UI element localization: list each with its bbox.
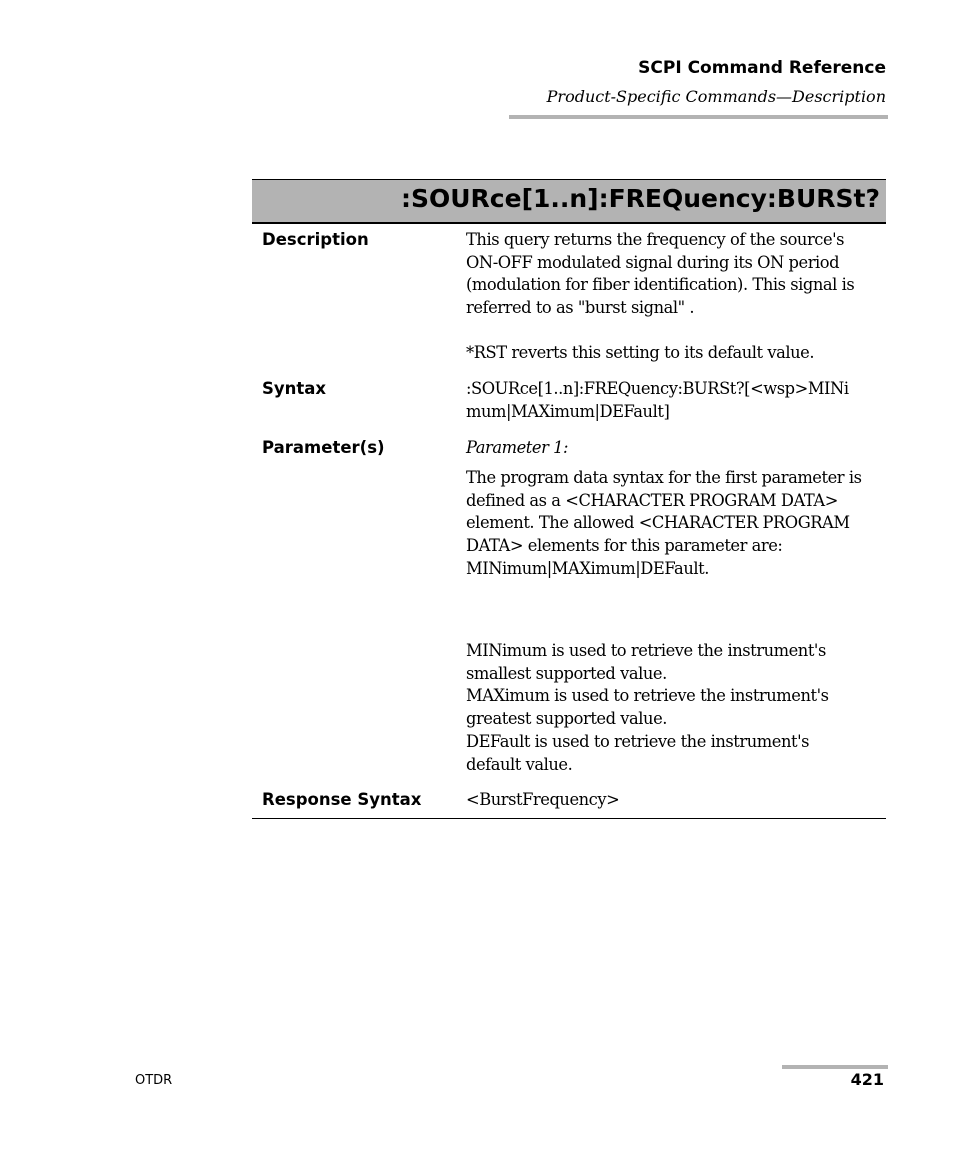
description-line: This query returns the frequency of the source's	[466, 230, 845, 249]
parameter-detail-line: default value.	[466, 754, 573, 774]
rst-note	[466, 342, 884, 365]
parameter-details	[466, 640, 884, 776]
parameter-detail-line: greatest supported value.	[466, 709, 668, 729]
description-line: referred to as "burst signal" .	[466, 298, 695, 318]
parameter-detail-line: smallest supported value.	[466, 663, 667, 683]
description-line: ON-OFF modulated signal during its ON period	[466, 252, 840, 272]
footer-product-name: OTDR	[135, 1073, 173, 1088]
syntax-text	[466, 378, 884, 423]
parameter-line: element. The allowed <CHARACTER PROGRAM	[466, 513, 850, 533]
parameter-detail-line: MAXimum is used to retrieve the instrument's	[466, 686, 829, 706]
parameters-label: Parameter(s)	[262, 438, 385, 457]
syntax-line: mum|MAXimum|DEFault]	[466, 401, 670, 421]
header-divider	[509, 115, 888, 119]
parameter-line: The program data syntax for the first parameter is	[466, 468, 862, 487]
description-text	[466, 229, 884, 320]
response-syntax-text	[466, 789, 884, 812]
footer-divider	[782, 1065, 888, 1069]
parameter-line: defined as a <CHARACTER PROGRAM DATA>	[466, 490, 838, 510]
rst-note-line: *RST reverts this setting to its default value.	[466, 343, 815, 362]
command-name: :SOURce[1..n]:FREQuency:BURSt?	[400, 184, 880, 213]
running-header-title: SCPI Command Reference	[638, 58, 886, 78]
syntax-label: Syntax	[262, 379, 327, 398]
parameter-line: DATA> elements for this parameter are:	[466, 536, 783, 556]
description-line: (modulation for fiber identification). This signal is	[466, 275, 855, 295]
command-title-bar	[252, 179, 886, 224]
syntax-line: :SOURce[1..n]:FREQuency:BURSt?[<wsp>MINi	[466, 379, 849, 398]
response-syntax-line: <BurstFrequency>	[466, 790, 620, 809]
parameter-line: MINimum|MAXimum|DEFault.	[466, 558, 709, 578]
description-label: Description	[262, 230, 369, 249]
page-number: 421	[850, 1070, 884, 1089]
parameter-detail-line: DEFault is used to retrieve the instrument's	[466, 731, 810, 751]
running-header-subtitle: Product-Specific Commands—Description	[546, 87, 886, 106]
parameter-description	[466, 467, 884, 581]
parameter-detail-line: MINimum is used to retrieve the instrument's	[466, 641, 826, 660]
response-syntax-label: Response Syntax	[262, 790, 422, 809]
table-bottom-rule	[252, 818, 886, 819]
parameter-heading: Parameter 1:	[466, 438, 569, 457]
